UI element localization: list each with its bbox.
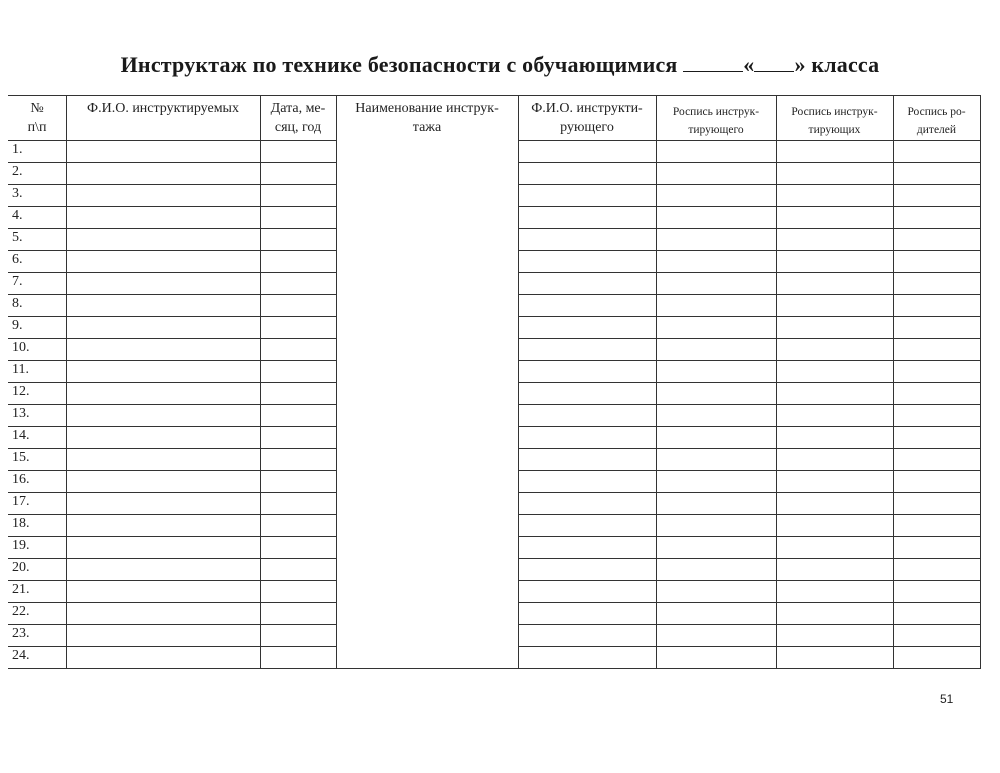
- table-cell[interactable]: [777, 493, 893, 514]
- table-cell[interactable]: [519, 537, 656, 558]
- table-cell[interactable]: [261, 449, 336, 470]
- table-cell[interactable]: [67, 163, 260, 184]
- column-header-3: [260, 99, 336, 137]
- table-cell[interactable]: [894, 515, 980, 536]
- table-cell[interactable]: [777, 471, 893, 492]
- table-cell[interactable]: [261, 229, 336, 250]
- table-cell[interactable]: [894, 647, 980, 668]
- column-header-line1: Наименование инструк-: [355, 101, 499, 116]
- table-cell[interactable]: [657, 493, 776, 514]
- class-number-blank[interactable]: [683, 53, 743, 72]
- table-cell[interactable]: [657, 295, 776, 316]
- table-cell[interactable]: [777, 273, 893, 294]
- table-cell[interactable]: [261, 625, 336, 646]
- row-number: 24.: [12, 648, 30, 663]
- table-cell[interactable]: [261, 339, 336, 360]
- table-cell[interactable]: [519, 185, 656, 206]
- table-cell[interactable]: [519, 603, 656, 624]
- column-header-line1: Дата, ме-: [270, 101, 326, 116]
- table-cell[interactable]: [894, 559, 980, 580]
- row-number: 4.: [12, 208, 23, 223]
- table-cell[interactable]: [657, 625, 776, 646]
- table-cell[interactable]: [67, 207, 260, 228]
- table-cell[interactable]: [657, 581, 776, 602]
- row-number: 11.: [12, 362, 29, 377]
- table-cell[interactable]: [261, 273, 336, 294]
- row-number: 14.: [12, 428, 30, 443]
- column-header-line2: дителей: [916, 124, 957, 136]
- table-cell[interactable]: [67, 537, 260, 558]
- table-cell[interactable]: [894, 581, 980, 602]
- row-number: 8.: [12, 296, 23, 311]
- table-cell[interactable]: [519, 559, 656, 580]
- table-cell[interactable]: [519, 295, 656, 316]
- table-cell[interactable]: [894, 493, 980, 514]
- table-cell[interactable]: [519, 625, 656, 646]
- column-header-line1: Ф.И.О. инструкти-: [531, 101, 643, 116]
- column-header-line1: Роспись инструк-: [791, 106, 878, 118]
- table-cell[interactable]: [894, 471, 980, 492]
- table-cell[interactable]: [67, 603, 260, 624]
- column-header-line2: рующего: [560, 120, 614, 135]
- table-cell[interactable]: [777, 537, 893, 558]
- table-cell[interactable]: [261, 515, 336, 536]
- column-header-1: [8, 99, 66, 137]
- table-cell[interactable]: [894, 141, 980, 162]
- table-cell[interactable]: [261, 185, 336, 206]
- table-cell[interactable]: [67, 449, 260, 470]
- table-cell[interactable]: [777, 449, 893, 470]
- table-cell[interactable]: [67, 317, 260, 338]
- table-cell[interactable]: [657, 163, 776, 184]
- table-cell[interactable]: [657, 317, 776, 338]
- table-cell[interactable]: [261, 471, 336, 492]
- row-number: 1.: [12, 142, 23, 157]
- table-cell[interactable]: [777, 361, 893, 382]
- table-cell[interactable]: [519, 361, 656, 382]
- table-cell[interactable]: [67, 647, 260, 668]
- table-cell[interactable]: [67, 493, 260, 514]
- table-cell[interactable]: [894, 251, 980, 272]
- table-cell[interactable]: [657, 647, 776, 668]
- row-number: 10.: [12, 340, 30, 355]
- table-cell[interactable]: [519, 339, 656, 360]
- table-cell[interactable]: [519, 515, 656, 536]
- table-cell[interactable]: [657, 515, 776, 536]
- table-cell[interactable]: [894, 383, 980, 404]
- table-cell[interactable]: [777, 559, 893, 580]
- table-cell[interactable]: [777, 515, 893, 536]
- row-number: 7.: [12, 274, 23, 289]
- column-header-4: [336, 99, 518, 137]
- column-header-line2: п\п: [27, 120, 47, 135]
- table-cell[interactable]: [67, 405, 260, 426]
- table-cell[interactable]: [67, 251, 260, 272]
- instruction-name-cell[interactable]: [337, 141, 518, 668]
- instruction-table: [8, 95, 980, 670]
- quote-open: «: [743, 52, 755, 77]
- table-cell[interactable]: [894, 625, 980, 646]
- table-cell[interactable]: [67, 471, 260, 492]
- column-header-7: [776, 103, 893, 139]
- table-cell[interactable]: [519, 471, 656, 492]
- table-cell[interactable]: [894, 537, 980, 558]
- quote-close: »: [794, 52, 806, 77]
- row-number: 17.: [12, 494, 30, 509]
- table-cell[interactable]: [777, 427, 893, 448]
- table-cell[interactable]: [261, 559, 336, 580]
- table-cell[interactable]: [894, 163, 980, 184]
- table-cell[interactable]: [261, 493, 336, 514]
- table-cell[interactable]: [777, 185, 893, 206]
- table-cell[interactable]: [894, 185, 980, 206]
- table-cell[interactable]: [894, 405, 980, 426]
- table-cell[interactable]: [657, 405, 776, 426]
- table-cell[interactable]: [519, 141, 656, 162]
- table-cell[interactable]: [657, 559, 776, 580]
- table-cell[interactable]: [657, 603, 776, 624]
- table-cell[interactable]: [894, 449, 980, 470]
- row-divider: [8, 95, 980, 96]
- table-cell[interactable]: [657, 185, 776, 206]
- table-cell[interactable]: [657, 273, 776, 294]
- column-header-line2: тирующих: [808, 124, 861, 136]
- row-number: 13.: [12, 406, 30, 421]
- table-cell[interactable]: [657, 339, 776, 360]
- table-cell[interactable]: [894, 295, 980, 316]
- table-cell[interactable]: [777, 295, 893, 316]
- title-text: Инструктаж по технике безопасности с обучающимися: [120, 52, 678, 77]
- row-number: 9.: [12, 318, 23, 333]
- table-cell[interactable]: [777, 141, 893, 162]
- row-number: 23.: [12, 626, 30, 641]
- table-cell[interactable]: [519, 383, 656, 404]
- column-header-line2: тирующего: [688, 124, 744, 136]
- table-cell[interactable]: [777, 317, 893, 338]
- table-cell[interactable]: [519, 207, 656, 228]
- table-cell[interactable]: [519, 493, 656, 514]
- column-header-line1: Роспись ро-: [907, 106, 966, 118]
- table-cell[interactable]: [777, 647, 893, 668]
- table-cell[interactable]: [261, 361, 336, 382]
- table-cell[interactable]: [261, 603, 336, 624]
- row-divider: [8, 668, 980, 669]
- table-cell[interactable]: [67, 515, 260, 536]
- column-header-2: [66, 99, 260, 118]
- column-divider: [980, 95, 981, 669]
- table-cell[interactable]: [777, 163, 893, 184]
- table-cell[interactable]: [519, 427, 656, 448]
- table-cell[interactable]: [67, 625, 260, 646]
- table-cell[interactable]: [67, 229, 260, 250]
- table-cell[interactable]: [519, 273, 656, 294]
- row-number: 22.: [12, 604, 30, 619]
- table-cell[interactable]: [67, 295, 260, 316]
- table-cell[interactable]: [519, 317, 656, 338]
- table-cell[interactable]: [519, 163, 656, 184]
- table-cell[interactable]: [657, 427, 776, 448]
- row-number: 18.: [12, 516, 30, 531]
- row-number: 12.: [12, 384, 30, 399]
- page-number: 51: [940, 692, 954, 706]
- table-cell[interactable]: [777, 383, 893, 404]
- table-cell[interactable]: [894, 273, 980, 294]
- table-cell[interactable]: [894, 207, 980, 228]
- table-cell[interactable]: [894, 339, 980, 360]
- table-cell[interactable]: [519, 251, 656, 272]
- row-number: 5.: [12, 230, 23, 245]
- table-cell[interactable]: [67, 185, 260, 206]
- column-header-line1: №: [30, 101, 44, 116]
- table-cell[interactable]: [777, 207, 893, 228]
- table-cell[interactable]: [657, 537, 776, 558]
- column-header-line2: тажа: [412, 120, 442, 135]
- table-cell[interactable]: [777, 603, 893, 624]
- table-cell[interactable]: [261, 383, 336, 404]
- table-cell[interactable]: [894, 361, 980, 382]
- table-cell[interactable]: [261, 537, 336, 558]
- table-cell[interactable]: [657, 361, 776, 382]
- table-cell[interactable]: [894, 317, 980, 338]
- table-cell[interactable]: [894, 427, 980, 448]
- table-cell[interactable]: [67, 273, 260, 294]
- table-cell[interactable]: [777, 625, 893, 646]
- table-cell[interactable]: [657, 471, 776, 492]
- table-cell[interactable]: [67, 581, 260, 602]
- table-cell[interactable]: [261, 163, 336, 184]
- column-header-line1: Роспись инструк-: [672, 106, 760, 118]
- table-cell[interactable]: [777, 405, 893, 426]
- column-header-line2: сяц, год: [274, 120, 322, 135]
- table-cell[interactable]: [67, 383, 260, 404]
- table-cell[interactable]: [777, 581, 893, 602]
- table-cell[interactable]: [657, 383, 776, 404]
- row-number: 2.: [12, 164, 23, 179]
- table-cell[interactable]: [777, 251, 893, 272]
- class-letter-blank[interactable]: [754, 53, 794, 72]
- column-header-5: [518, 99, 656, 137]
- table-cell[interactable]: [657, 449, 776, 470]
- table-cell[interactable]: [519, 449, 656, 470]
- table-cell[interactable]: [261, 295, 336, 316]
- table-cell[interactable]: [657, 207, 776, 228]
- column-header-line1: Ф.И.О. инструктируемых: [87, 101, 239, 116]
- table-cell[interactable]: [67, 361, 260, 382]
- table-cell[interactable]: [894, 229, 980, 250]
- table-cell[interactable]: [261, 141, 336, 162]
- row-number: 19.: [12, 538, 30, 553]
- row-number: 21.: [12, 582, 30, 597]
- row-number: 15.: [12, 450, 30, 465]
- table-cell[interactable]: [519, 229, 656, 250]
- row-number: 6.: [12, 252, 23, 267]
- table-cell[interactable]: [67, 559, 260, 580]
- table-cell[interactable]: [894, 603, 980, 624]
- table-cell[interactable]: [519, 581, 656, 602]
- table-cell[interactable]: [777, 229, 893, 250]
- table-cell[interactable]: [261, 207, 336, 228]
- table-cell[interactable]: [261, 647, 336, 668]
- table-cell[interactable]: [261, 427, 336, 448]
- table-cell[interactable]: [261, 581, 336, 602]
- table-cell[interactable]: [261, 317, 336, 338]
- table-cell[interactable]: [777, 339, 893, 360]
- table-cell[interactable]: [261, 251, 336, 272]
- table-cell[interactable]: [67, 427, 260, 448]
- table-cell[interactable]: [657, 229, 776, 250]
- column-header-8: [893, 103, 980, 139]
- table-cell[interactable]: [519, 647, 656, 668]
- table-cell[interactable]: [657, 251, 776, 272]
- column-header-6: [656, 103, 776, 139]
- table-cell[interactable]: [657, 141, 776, 162]
- table-cell[interactable]: [67, 339, 260, 360]
- title-suffix: класса: [811, 52, 880, 77]
- table-cell[interactable]: [261, 405, 336, 426]
- table-cell[interactable]: [519, 405, 656, 426]
- table-cell[interactable]: [67, 141, 260, 162]
- row-number: 20.: [12, 560, 30, 575]
- row-number: 16.: [12, 472, 30, 487]
- page-title: [0, 52, 1000, 78]
- row-number: 3.: [12, 186, 23, 201]
